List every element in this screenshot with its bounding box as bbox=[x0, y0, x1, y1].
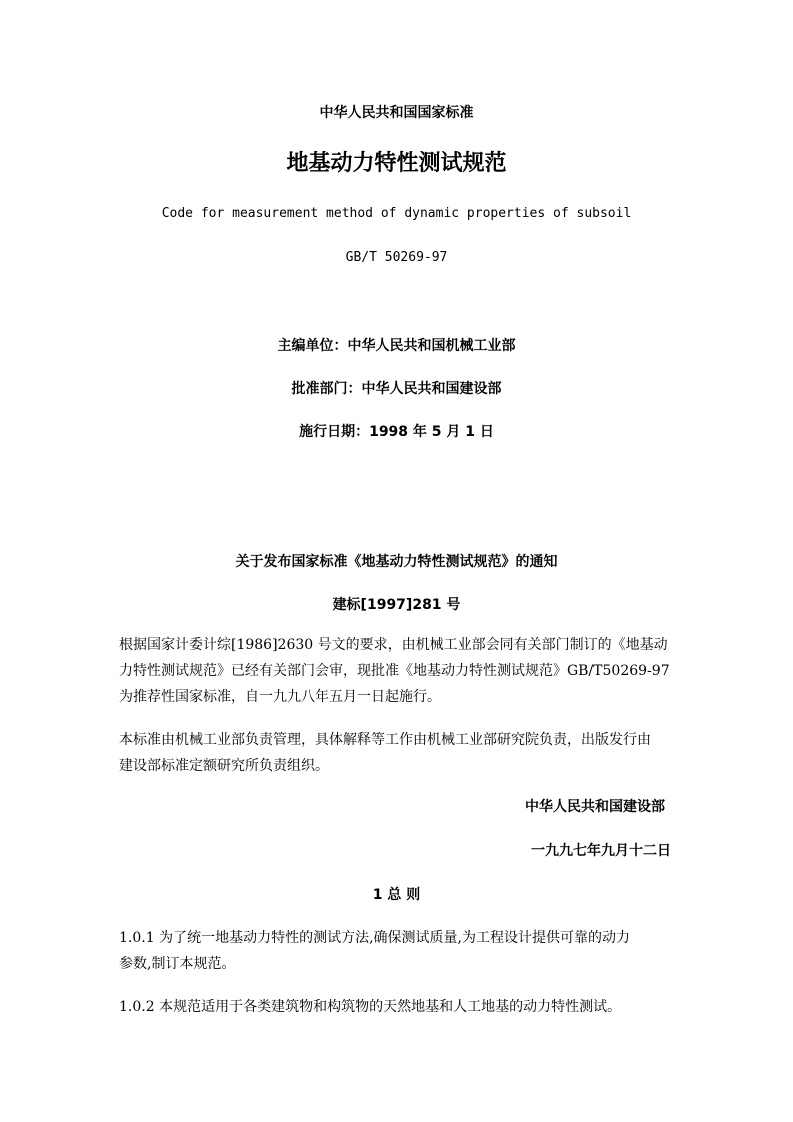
paragraph-line: 力特性测试规范》已经有关部门会审，现批准《地基动力特性测试规范》GB/T50269-97 bbox=[119, 663, 670, 679]
effective-date: 施行日期：1998 年 5 月 1 日 bbox=[299, 424, 494, 440]
notice-doc-number: 建标[1997]281 号 bbox=[332, 597, 461, 613]
notice-title: 关于发布国家标准《地基动力特性测试规范》的通知 bbox=[235, 554, 558, 570]
paragraph-line: 建设部标准定额研究所负责组织。 bbox=[119, 758, 329, 774]
document-title: 地基动力特性测试规范 bbox=[286, 151, 507, 176]
paragraph-line: 1.0.2 本规范适用于各类建筑物和构筑物的天然地基和人工地基的动力特性测试。 bbox=[119, 999, 622, 1015]
notice-sign-date: 一九九七年九月十二日 bbox=[531, 843, 671, 859]
paragraph-line: 为推荐性国家标准，自一九九八年五月一日起施行。 bbox=[119, 689, 441, 705]
clause-1-0-1 bbox=[119, 925, 675, 977]
paragraph-line: 1.0.1 为了统一地基动力特性的测试方法,确保测试质量,为工程设计提供可靠的动力 bbox=[119, 930, 630, 946]
paragraph-line: 本标准由机械工业部负责管理，具体解释等工作由机械工业部研究院负责，出版发行由 bbox=[119, 732, 651, 748]
approval-department: 批准部门：中华人民共和国建设部 bbox=[291, 381, 502, 397]
chapter-heading: 1 总 则 bbox=[372, 887, 421, 903]
standard-org-line: 中华人民共和国国家标准 bbox=[319, 105, 474, 121]
clause-1-0-2 bbox=[119, 994, 675, 1020]
notice-signer: 中华人民共和国建设部 bbox=[525, 799, 665, 815]
paragraph-line: 参数,制订本规范。 bbox=[119, 956, 236, 972]
english-title: Code for measurement method of dynamic properties of subsoil bbox=[161, 206, 632, 221]
paragraph-line: 根据国家计委计综[1986]2630 号文的要求，由机械工业部会同有关部门制订的《地基动 bbox=[119, 637, 668, 653]
standard-code: GB/T 50269-97 bbox=[345, 250, 448, 265]
notice-paragraph-2 bbox=[119, 727, 675, 779]
chief-editor-unit: 主编单位：中华人民共和国机械工业部 bbox=[277, 338, 516, 354]
notice-paragraph-1 bbox=[119, 632, 675, 710]
